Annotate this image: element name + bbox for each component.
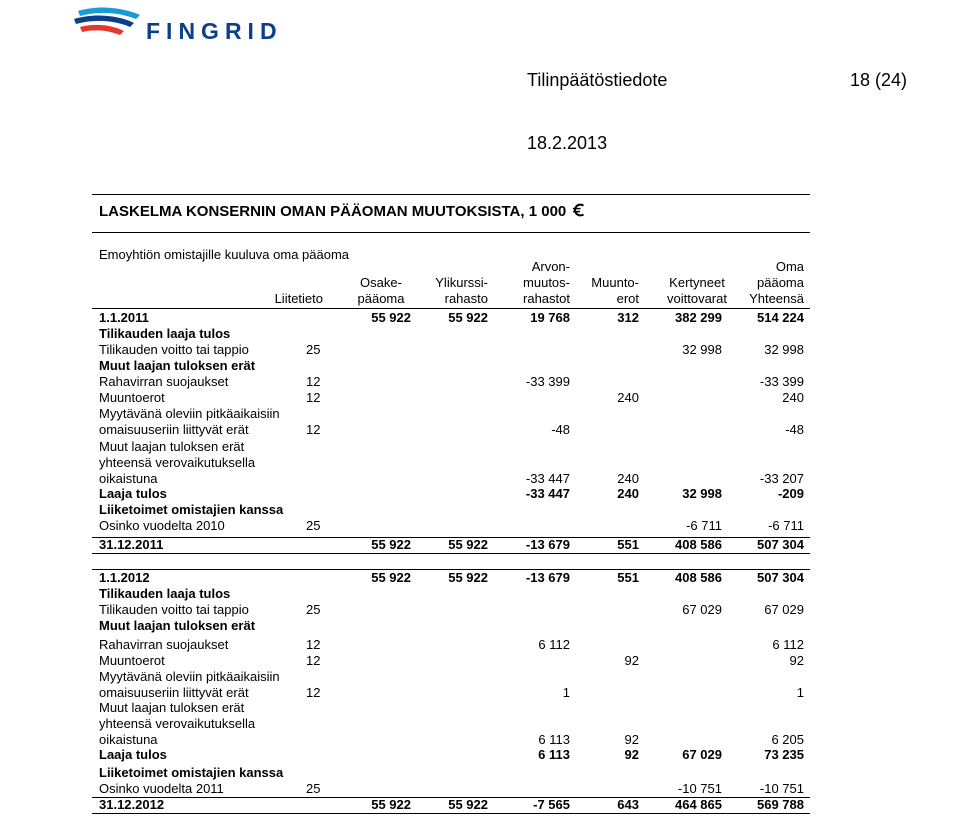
row-label: 31.12.2011 [99,537,164,552]
row-label: 31.12.2012 [99,797,165,812]
row-value-total: 92 [789,653,804,668]
table-row [0,406,960,438]
col-header-line: Yhteensä [749,291,804,306]
row-value-total: 32 998 [764,342,804,357]
row-label: yhteensä verovaikutuksella [99,455,256,470]
row-note: 25 [306,342,321,357]
row-label: Muut laajan tuloksen erät [99,618,256,633]
row-value-translation: 240 [617,471,639,486]
row-note: 12 [306,637,321,652]
row-note: 12 [306,374,321,389]
table-row [0,602,960,618]
table-row [0,502,960,518]
table-row [0,358,960,374]
row-value-total: 73 235 [764,747,804,762]
row-label: omaisuuseriin liittyvät erät [99,422,249,437]
row-value-total: 6 112 [772,637,804,652]
row-value-total: 507 304 [757,537,804,552]
row-value-total: 569 788 [757,797,804,812]
row-label: Muuntoerot [99,390,165,405]
row-value-share-capital: 55 922 [371,570,411,585]
row-value-translation: 240 [617,486,639,501]
table-row [0,765,960,781]
row-value-translation: 312 [617,310,639,325]
table-row [0,653,960,669]
row-value-share-premium: 55 922 [448,797,488,812]
row-label: Muut laajan tuloksen erät [99,358,256,373]
row-value-share-premium: 55 922 [448,570,488,585]
row-value-translation: 643 [617,797,639,812]
row-value-retained: 408 586 [675,570,722,585]
table-row [0,669,960,701]
row-note: 25 [306,518,321,533]
col-header-line: pääoma [357,291,405,306]
row-value-total: -33 207 [759,471,804,486]
row-label: oikaistuna [99,471,158,486]
row-value-total: -209 [777,486,804,501]
row-value-total: 1 [796,685,804,700]
row-value-translation: 92 [624,653,639,668]
row-label: Rahavirran suojaukset [99,374,229,389]
row-value-total: -10 751 [759,781,804,796]
row-value-retained: 67 029 [682,747,722,762]
row-label: Liiketoimet omistajien kanssa [99,502,284,517]
row-value-retained: 382 299 [675,310,722,325]
row-label: 1.1.2011 [99,310,149,325]
row-value-fair-value: -7 565 [533,797,570,812]
row-label: Tilikauden voitto tai tappio [99,342,249,357]
table-row [0,781,960,797]
divider [92,553,810,554]
row-value-total: -48 [785,422,804,437]
table-row [0,700,960,748]
row-value-total: 6 205 [771,732,804,747]
col-header-line: Liitetieto [274,291,323,306]
row-value-retained: 408 586 [675,537,722,552]
col-header-line: muutos- [523,275,570,290]
table-row [0,374,960,390]
row-value-translation: 92 [624,747,639,762]
col-header-line: Oma [775,259,804,274]
row-value-fair-value: -13 679 [525,570,570,585]
row-label: 1.1.2012 [99,570,150,585]
table-row [0,537,960,553]
col-header-line: rahastot [523,291,570,306]
row-value-translation: 92 [624,732,639,747]
row-note: 12 [306,422,321,437]
row-value-fair-value: -33 399 [525,374,570,389]
row-value-total: -6 711 [768,518,804,533]
col-header-line: Ylikurssi- [435,275,488,290]
row-label: yhteensä verovaikutuksella [99,716,256,731]
row-value-share-capital: 55 922 [371,797,411,812]
row-label: Tilikauden voitto tai tappio [99,602,249,617]
row-note: 25 [306,781,321,796]
table-row [0,570,960,586]
row-value-retained: 67 029 [682,602,722,617]
table-row [0,618,960,634]
row-value-total: 240 [782,390,804,405]
row-label: Rahavirran suojaukset [99,637,229,652]
row-value-retained: 464 865 [675,797,722,812]
document-date: 18.2.2013 [527,133,608,153]
row-label: Myytävänä oleviin pitkäaikaisiin [99,669,280,684]
row-label: Tilikauden laaja tulos [99,326,231,341]
document-title: Tilinpäätöstiedote [527,70,668,90]
col-header-line: Kertyneet [669,275,725,290]
row-value-retained: 32 998 [682,342,722,357]
row-note: 25 [306,602,321,617]
row-value-share-premium: 55 922 [448,537,488,552]
table-row [0,486,960,502]
row-label: Myytävänä oleviin pitkäaikaisiin [99,406,280,421]
row-value-fair-value: -13 679 [525,537,570,552]
row-value-retained: -6 711 [686,518,722,533]
row-label: Laaja tulos [99,486,167,501]
divider [92,813,810,814]
row-value-total: -33 399 [759,374,804,389]
row-value-fair-value: 6 113 [538,732,570,747]
table-row [0,797,960,813]
row-value-fair-value: 1 [562,685,570,700]
col-header-line: Osake- [360,275,402,290]
row-value-fair-value: 19 768 [530,310,570,325]
row-value-retained: -10 751 [677,781,722,796]
table-row [0,342,960,358]
row-value-share-premium: 55 922 [448,310,488,325]
row-label: omaisuuseriin liittyvät erät [99,685,249,700]
statement-title-text: LASKELMA KONSERNIN OMAN PÄÄOMAN MUUTOKSISTA, 1 000 [99,203,567,220]
row-label: Muut laajan tuloksen erät [99,439,245,454]
row-value-fair-value: -48 [551,422,570,437]
row-value-total: 514 224 [757,310,804,325]
page-number: 18 (24) [850,70,908,90]
row-label: Osinko vuodelta 2010 [99,518,225,533]
col-header-line: Muunto- [591,275,639,290]
row-value-share-capital: 55 922 [371,537,411,552]
row-value-fair-value: -33 447 [525,486,570,501]
statement-subtitle: Emoyhtiön omistajille kuuluva oma pääoma [99,247,350,262]
divider [92,569,810,570]
row-note: 12 [306,653,321,668]
row-value-translation: 551 [617,570,639,585]
row-note: 12 [306,685,321,700]
table-row [0,586,960,602]
row-value-translation: 551 [617,537,639,552]
logo-text: FINGRID [146,18,283,44]
col-header-line: Arvon- [531,259,570,274]
row-value-translation: 240 [617,390,639,405]
row-note: 12 [306,390,321,405]
divider [92,537,810,538]
col-header-line: rahasto [444,291,488,306]
table-row [0,518,960,534]
table-row [0,747,960,763]
row-label: Muuntoerot [99,653,165,668]
row-label: Laaja tulos [99,747,167,762]
row-value-fair-value: 6 113 [538,747,570,762]
table-row [0,310,960,326]
row-label: Osinko vuodelta 2011 [99,781,224,796]
col-header-line: erot [616,291,639,306]
row-label: Tilikauden laaja tulos [99,586,231,601]
row-value-retained: 32 998 [682,486,722,501]
row-value-fair-value: 6 112 [538,637,570,652]
row-value-total: 507 304 [757,570,804,585]
col-header-line: voittovarat [667,291,727,306]
row-label: oikaistuna [99,732,158,747]
table-row [0,637,960,653]
row-label: Liiketoimet omistajien kanssa [99,765,284,780]
row-value-total: 67 029 [764,602,804,617]
row-label: Muut laajan tuloksen erät [99,700,245,715]
divider [92,797,810,798]
table-row [0,439,960,487]
table-row [0,326,960,342]
row-value-share-capital: 55 922 [371,310,411,325]
row-value-fair-value: -33 447 [525,471,570,486]
table-row [0,390,960,406]
col-header-line: pääoma [757,275,804,290]
